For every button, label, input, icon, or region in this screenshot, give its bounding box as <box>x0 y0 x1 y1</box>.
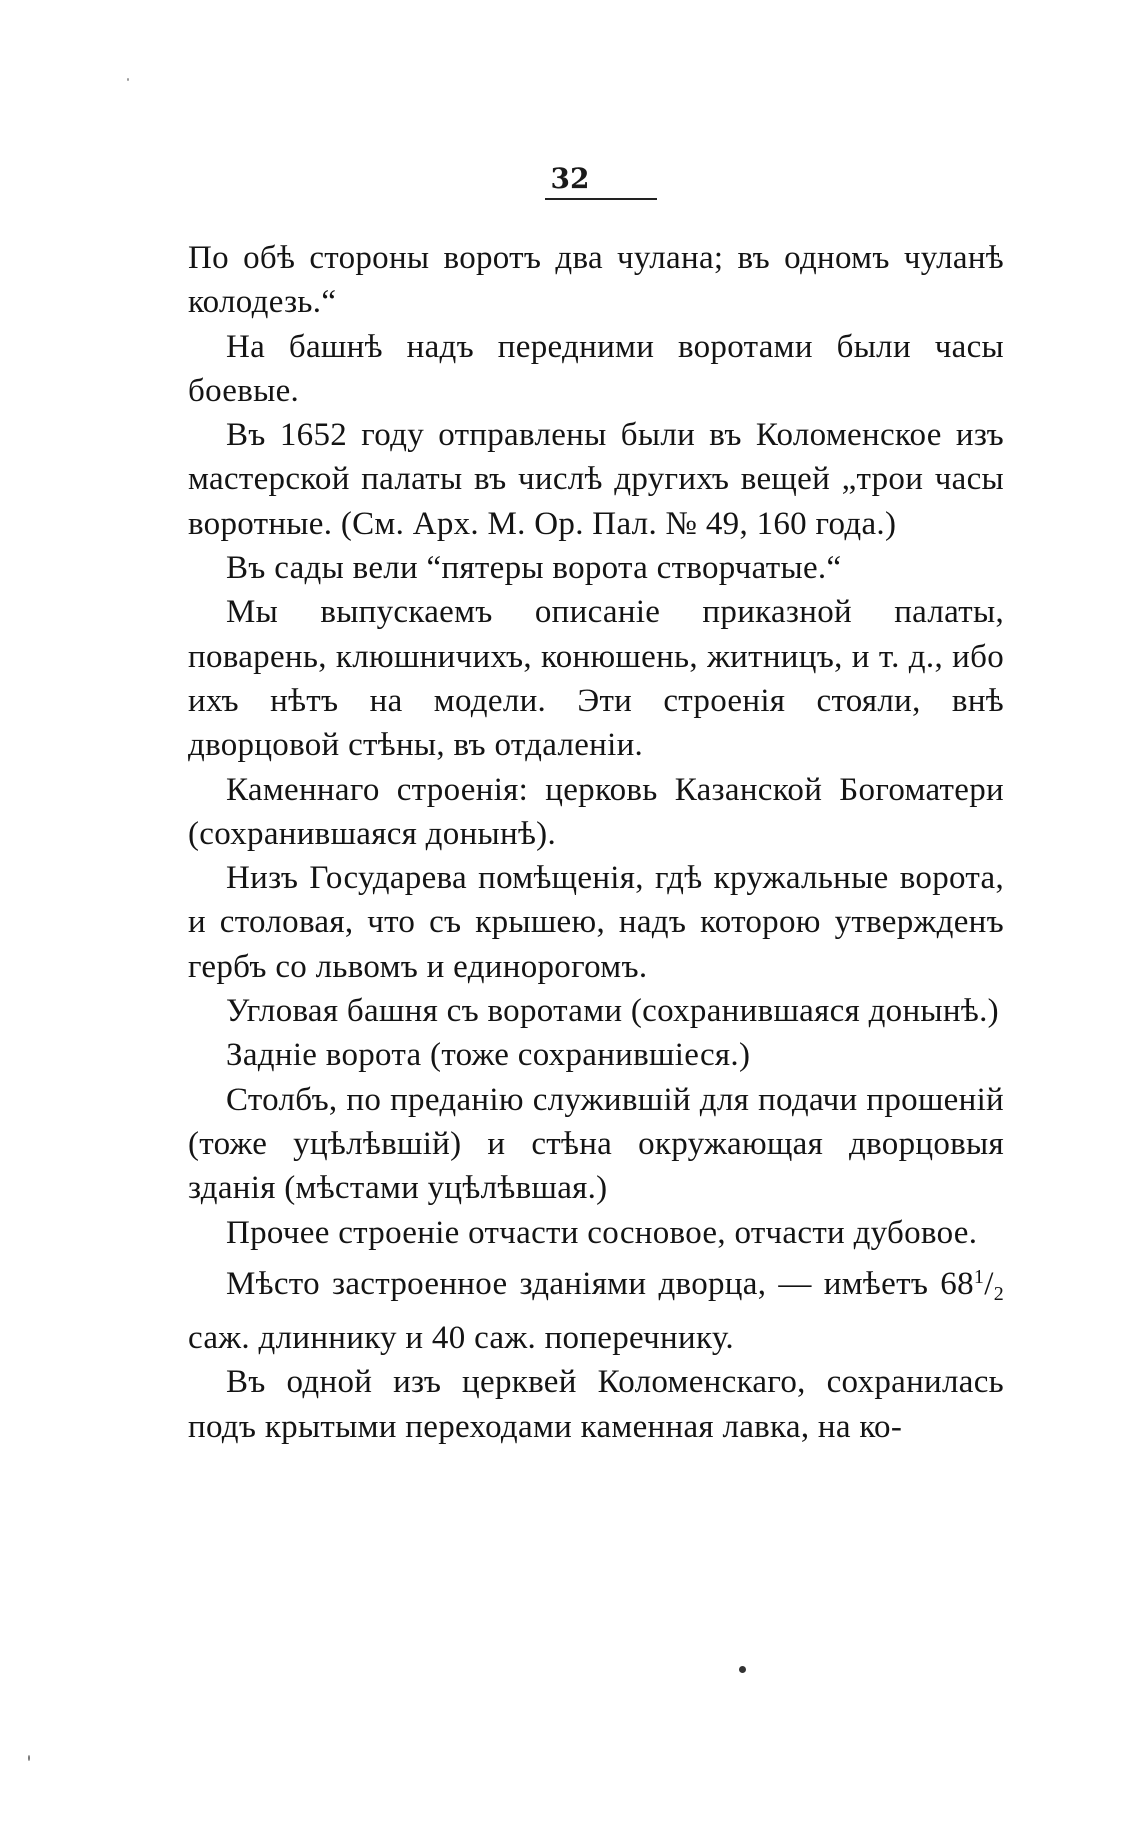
paragraph-3: Въ 1652 году отправлены были въ Коломенское изъ мастерской палаты въ числѣ другихъ вещей „трои часы воротные. (См. Арх. М. Ор. Пал. № 49, 160 года.) <box>188 417 1004 542</box>
fraction-slash: / <box>984 1265 994 1302</box>
measure-text-after: саж. длиннику и 40 саж. поперечнику. <box>188 1320 734 1357</box>
paragraph-9: Задніе ворота (тоже сохранившіеся.) <box>226 1037 751 1074</box>
paragraph-10: Столбъ, по преданію служившій для подачи прошеній (тоже уцѣлѣвшій) и стѣна окружающая дворцовыя зданія (мѣстами уцѣлѣвшая.) <box>188 1081 1004 1207</box>
fraction-numerator: 1 <box>973 1265 985 1288</box>
print-speck <box>127 78 129 81</box>
paragraph-11: Прочее строеніе отчасти сосновое, отчасти дубовое. <box>226 1214 978 1251</box>
paragraph-2: На башнѣ надъ передними воротами были часы боевые. <box>188 328 1004 409</box>
header-rule <box>545 198 657 200</box>
body-text <box>188 236 1004 1449</box>
page-number: 32 <box>550 162 590 195</box>
print-speck <box>739 1666 746 1673</box>
measure-text-before: Мѣсто застроенное зданіями дворца, — имѣетъ 68 <box>226 1265 974 1302</box>
paragraph-12-measurements <box>188 1255 1004 1361</box>
paragraph-13: Въ одной изъ церквей Коломенскаго, сохранилась подъ крытыми переходами каменная лавка, на ко- <box>188 1364 1004 1445</box>
print-speck <box>28 1755 30 1761</box>
paragraph-8: Угловая башня съ воротами (сохранившаяся донынѣ.) <box>226 993 999 1030</box>
paragraph-5: Мы выпускаемъ описаніе приказной палаты, поварень, клюшничихъ, конюшень, житницъ, и т. д., ибо ихъ нѣтъ на модели. Эти строенія стояли, внѣ дворцовой стѣны, въ отдаленіи. <box>188 594 1004 764</box>
paragraph-6: Каменнаго строенія: церковь Казанской Богоматери (сохранившаяся донынѣ). <box>188 771 1004 852</box>
paragraph-4: Въ сады вели “пятеры ворота створчатые.“ <box>226 550 842 587</box>
paragraph-1: По обѣ стороны воротъ два чулана; въ одномъ чуланѣ колодезь.“ <box>188 240 1004 321</box>
fraction-denominator: 2 <box>993 1282 1004 1305</box>
paragraph-7: Низъ Государева помѣщенія, гдѣ кружальные ворота, и столовая, что съ крышею, надъ которою утвержденъ гербъ со львомъ и единорогомъ. <box>188 860 1004 985</box>
